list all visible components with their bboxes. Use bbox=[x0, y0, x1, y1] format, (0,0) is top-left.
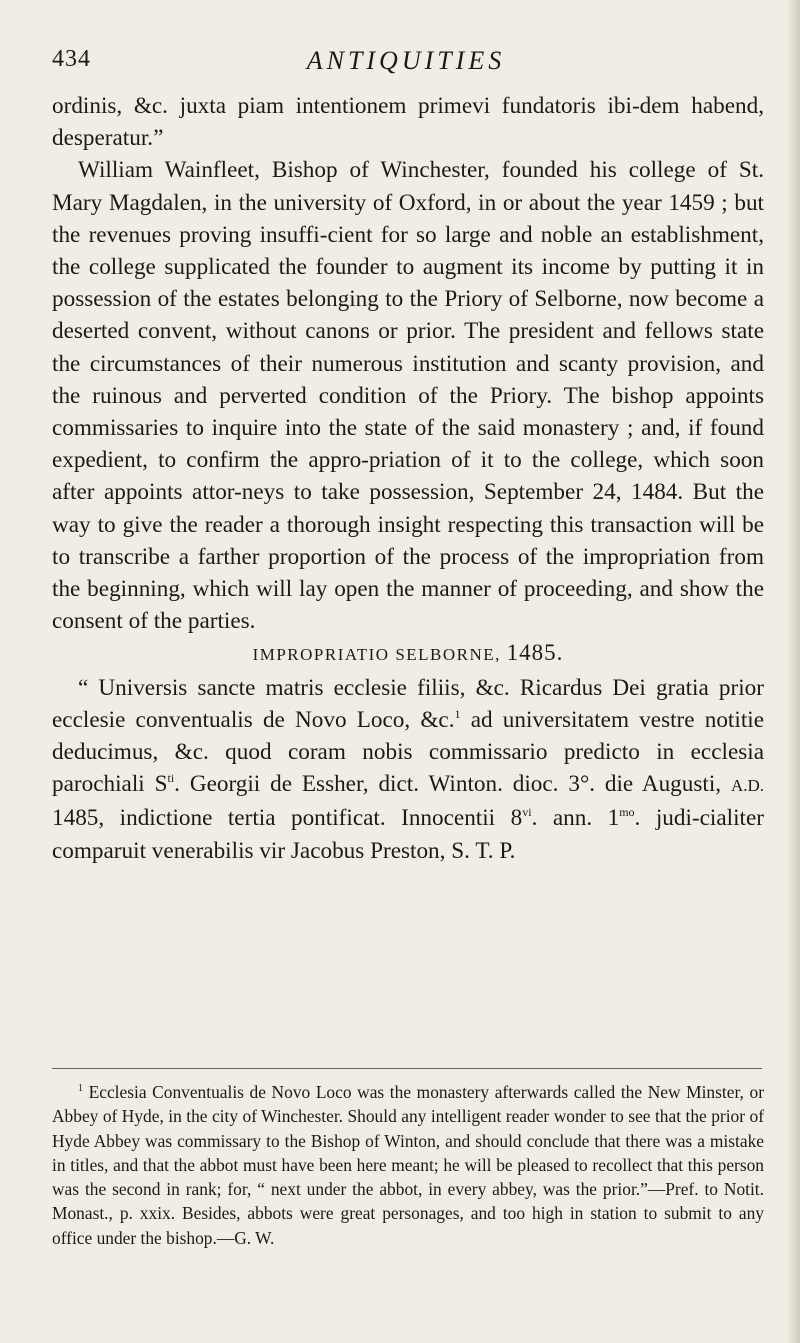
quote-text: . Georgii de Essher, dict. Winton. dioc. 3°. die Augusti, bbox=[174, 771, 731, 798]
anno-domini: A.D. bbox=[730, 776, 764, 796]
superscript: ti bbox=[167, 771, 175, 786]
section-heading-title: IMPROPRIATIO SELBORNE, bbox=[252, 645, 501, 665]
superscript: mo bbox=[619, 805, 635, 820]
page-header bbox=[52, 46, 760, 86]
body-text bbox=[52, 90, 764, 867]
quote-text: 1485, indictione tertia pontificat. Innocentii 8 bbox=[52, 805, 523, 832]
paragraph-continuation: ordinis, &c. juxta piam intentionem primevi fundatoris ibi-dem habend, desperatur.” bbox=[52, 93, 764, 152]
page-number: 434 bbox=[52, 46, 91, 72]
latin-quotation bbox=[52, 672, 764, 867]
section-heading bbox=[52, 637, 764, 671]
footnote bbox=[52, 1080, 764, 1250]
quote-text: “ Universis sancte matris ecclesie filiis, &c. Ricardus Dei gratia prior ecclesie conventualis de Novo Loco, &c. bbox=[52, 674, 764, 733]
quote-text: . judi-cialiter comparuit venerabilis vir Jacobus Preston, S. T. P. bbox=[52, 805, 764, 864]
running-head: ANTIQUITIES bbox=[306, 46, 506, 75]
paragraph-wainfleet: William Wainfleet, Bishop of Winchester, founded his college of St. Mary Magdalen, in the university of Oxford, in or about the year 1459 ; but the revenues proving insuffi-cient for so large and noble an establishment, the college supplicated the founder to augment its income by putting it in possession of the estates belonging to the Priory of Selborne, now become a deserted convent, without canons or prior. The president and fellows state the circumstances of their numerous institution and scanty provision, and the ruinous and perverted condition of the Priory. The bishop appoints commissaries to inquire into the state of the said monastery ; and, if found expedient, to confirm the appro-priation of it to the college, which soon after appoints attor-neys to take possession, September 24, 1484. But the way to give the reader a thorough insight respecting this transaction will be to transcribe a farther proportion of the process of the impropriation from the beginning, which will lay open the manner of proceeding, and show the consent of the parties. bbox=[52, 157, 764, 635]
section-heading-year: 1485. bbox=[506, 640, 564, 666]
footnote-divider bbox=[52, 1068, 762, 1069]
quote-text: . ann. 1 bbox=[531, 805, 620, 832]
footnote-marker: 1 bbox=[78, 1083, 83, 1094]
page-edge-shadow bbox=[786, 0, 800, 1343]
superscript: vi bbox=[522, 805, 532, 820]
footnote-reference: 1 bbox=[454, 706, 461, 721]
quote-text: ad universitatem vestre notitie deducimus, &c. quod coram nobis commissario predicto in ecclesia parochiali S bbox=[52, 706, 764, 798]
footnote-text: Ecclesia Conventualis de Novo Loco was the monastery afterwards called the New Minster, or Abbey of Hyde, in the city of Winchester. Should any intelligent reader wonder to see that the prior of Hyde Abbey was commissary to the Bishop of Winton, and should conclude that there was a mistake in titles, and that the abbot must have been here meant; he will be pleased to recollect that this person was the second in rank; for, “ next under the abbot, in every abbey, was the prior.”—Pref. to Notit. Monast., p. xxix. Besides, abbots were great personages, and too high in station to submit to any office under the bishop.—G. W. bbox=[52, 1082, 764, 1248]
footnote-paragraph bbox=[52, 1080, 764, 1250]
